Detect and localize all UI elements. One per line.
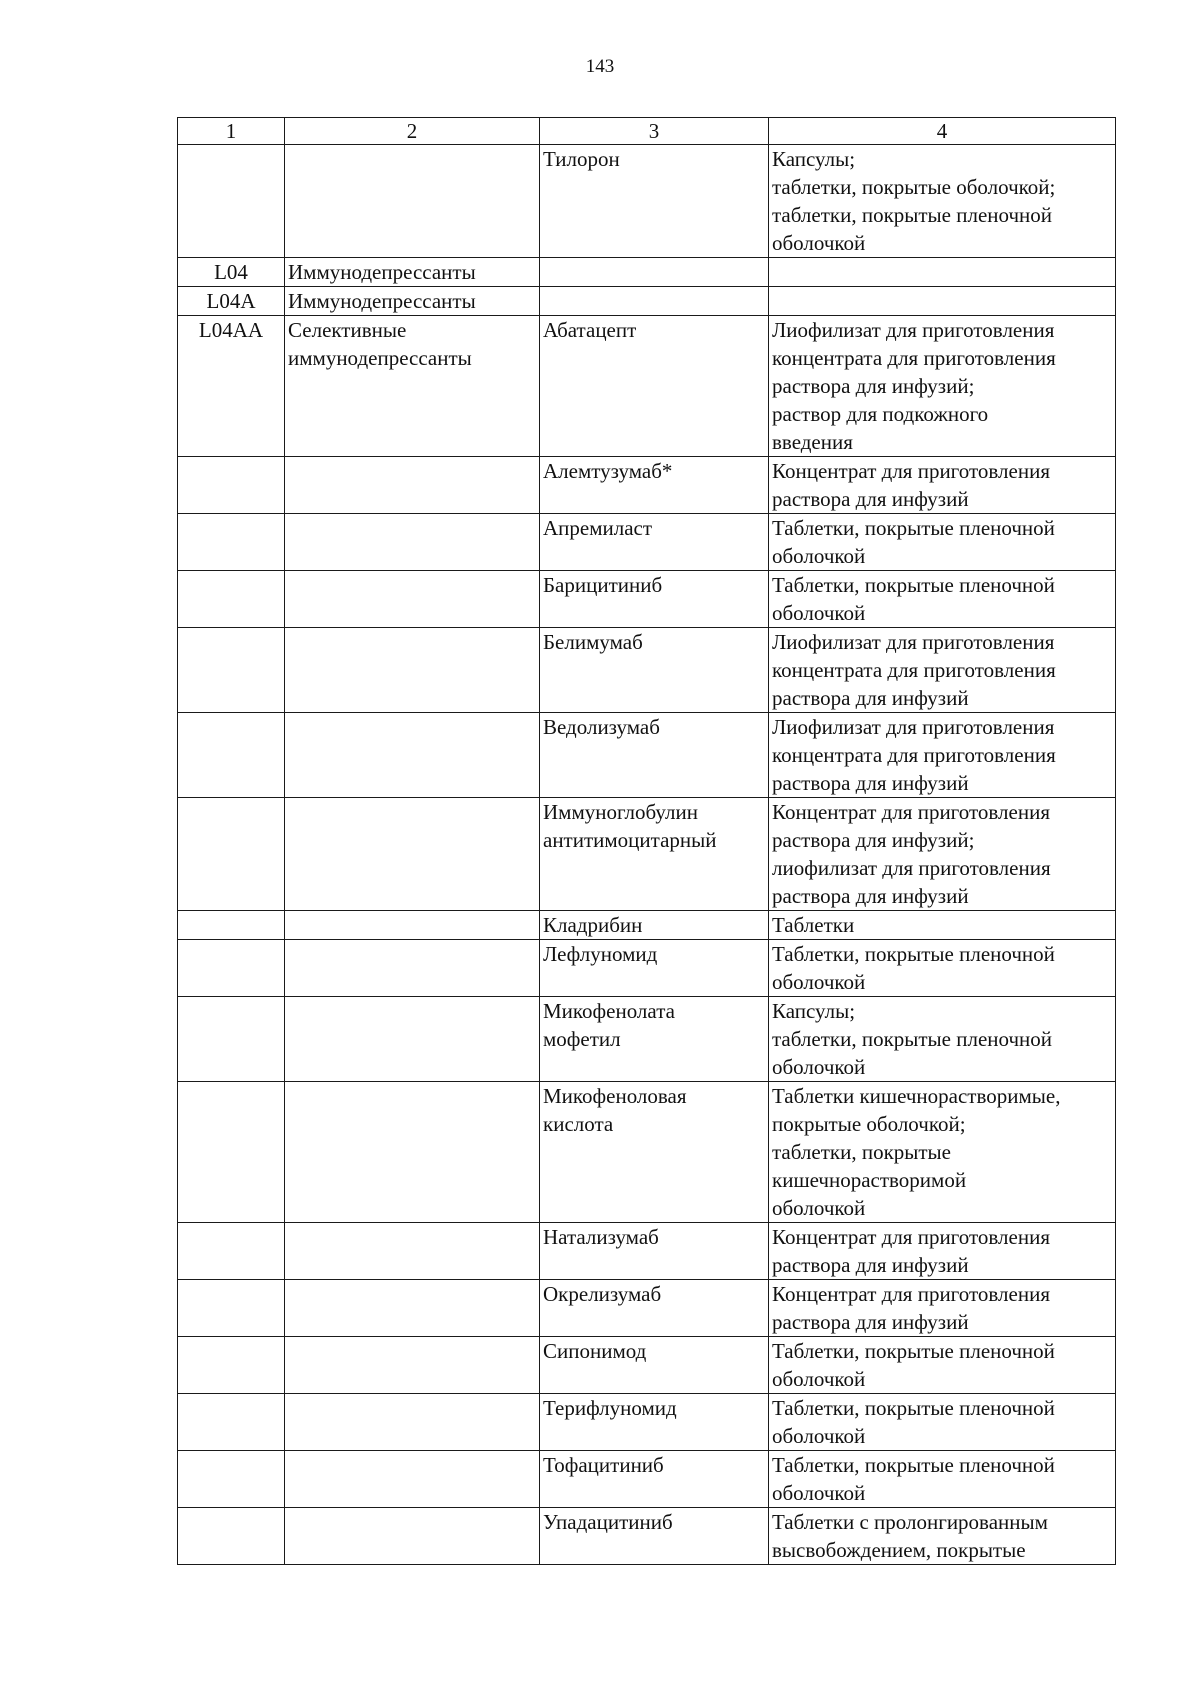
table-row [178, 997, 1116, 1082]
drug-name-cell [540, 258, 769, 287]
drug-name-cell: Апремиласт [540, 514, 769, 571]
table-row [178, 798, 1116, 911]
drug-name-cell: Микофеноловая кислота [540, 1082, 769, 1223]
dosage-form-cell: Лиофилизат для приготовления концентрата для приготовления раствора для инфузий; раствор для подкожного введения [769, 316, 1116, 457]
table-row [178, 1223, 1116, 1280]
table-row [178, 1451, 1116, 1508]
group-name-cell [285, 514, 540, 571]
atc-code-cell [178, 1223, 285, 1280]
dosage-form-cell: Таблетки с пролонгированным высвобождением, покрытые [769, 1508, 1116, 1565]
group-name-cell [285, 997, 540, 1082]
table-row [178, 1280, 1116, 1337]
atc-code-cell [178, 713, 285, 798]
dosage-form-cell: Таблетки, покрытые пленочной оболочкой [769, 940, 1116, 997]
header-col-1: 1 [178, 118, 285, 145]
drug-name-cell: Натализумаб [540, 1223, 769, 1280]
atc-code-cell [178, 911, 285, 940]
group-name-cell [285, 798, 540, 911]
group-name-cell [285, 713, 540, 798]
group-name-cell [285, 457, 540, 514]
group-name-cell [285, 1223, 540, 1280]
drug-table [177, 117, 1116, 1565]
table-row [178, 940, 1116, 997]
table-row [178, 258, 1116, 287]
drug-name-cell: Иммуноглобулин антитимоцитарный [540, 798, 769, 911]
atc-code-cell [178, 571, 285, 628]
drug-name-cell: Сипонимод [540, 1337, 769, 1394]
header-col-2: 2 [285, 118, 540, 145]
table-row [178, 316, 1116, 457]
drug-name-cell: Абатацепт [540, 316, 769, 457]
dosage-form-cell [769, 258, 1116, 287]
group-name-cell [285, 1451, 540, 1508]
dosage-form-cell: Таблетки, покрытые пленочной оболочкой [769, 1451, 1116, 1508]
table-row [178, 1508, 1116, 1565]
atc-code-cell [178, 628, 285, 713]
drug-name-cell: Тилорон [540, 145, 769, 258]
drug-name-cell: Микофенолата мофетил [540, 997, 769, 1082]
table-row [178, 145, 1116, 258]
atc-code-cell [178, 1394, 285, 1451]
dosage-form-cell: Капсулы; таблетки, покрытые оболочкой; таблетки, покрытые пленочной оболочкой [769, 145, 1116, 258]
table-row [178, 514, 1116, 571]
table-row [178, 1082, 1116, 1223]
table-row [178, 1394, 1116, 1451]
group-name-cell [285, 1280, 540, 1337]
dosage-form-cell: Лиофилизат для приготовления концентрата для приготовления раствора для инфузий [769, 628, 1116, 713]
table-row [178, 457, 1116, 514]
atc-code-cell: L04AA [178, 316, 285, 457]
dosage-form-cell: Лиофилизат для приготовления концентрата для приготовления раствора для инфузий [769, 713, 1116, 798]
drug-name-cell: Белимумаб [540, 628, 769, 713]
group-name-cell [285, 1337, 540, 1394]
dosage-form-cell: Таблетки, покрытые пленочной оболочкой [769, 1337, 1116, 1394]
drug-name-cell: Лефлуномид [540, 940, 769, 997]
drug-name-cell: Упадацитиниб [540, 1508, 769, 1565]
dosage-form-cell: Концентрат для приготовления раствора для инфузий [769, 1223, 1116, 1280]
drug-name-cell: Кладрибин [540, 911, 769, 940]
header-col-3: 3 [540, 118, 769, 145]
header-col-4: 4 [769, 118, 1116, 145]
group-name-cell: Селективные иммунодепрессанты [285, 316, 540, 457]
atc-code-cell [178, 1280, 285, 1337]
dosage-form-cell: Концентрат для приготовления раствора для инфузий [769, 1280, 1116, 1337]
dosage-form-cell: Концентрат для приготовления раствора для инфузий; лиофилизат для приготовления раствора для инфузий [769, 798, 1116, 911]
page-number: 143 [585, 56, 615, 77]
table-row [178, 911, 1116, 940]
atc-code-cell [178, 1451, 285, 1508]
dosage-form-cell: Таблетки [769, 911, 1116, 940]
atc-code-cell: L04A [178, 287, 285, 316]
table-row [178, 713, 1116, 798]
atc-code-cell [178, 514, 285, 571]
group-name-cell [285, 940, 540, 997]
dosage-form-cell: Концентрат для приготовления раствора для инфузий [769, 457, 1116, 514]
atc-code-cell [178, 1337, 285, 1394]
group-name-cell: Иммунодепрессанты [285, 258, 540, 287]
group-name-cell: Иммунодепрессанты [285, 287, 540, 316]
group-name-cell [285, 1394, 540, 1451]
table-row [178, 628, 1116, 713]
group-name-cell [285, 571, 540, 628]
dosage-form-cell [769, 287, 1116, 316]
group-name-cell [285, 1082, 540, 1223]
group-name-cell [285, 911, 540, 940]
atc-code-cell: L04 [178, 258, 285, 287]
drug-name-cell: Барицитиниб [540, 571, 769, 628]
table-row [178, 1337, 1116, 1394]
atc-code-cell [178, 145, 285, 258]
drug-name-cell: Тофацитиниб [540, 1451, 769, 1508]
dosage-form-cell: Таблетки, покрытые пленочной оболочкой [769, 514, 1116, 571]
atc-code-cell [178, 798, 285, 911]
atc-code-cell [178, 1508, 285, 1565]
table-row [178, 571, 1116, 628]
drug-name-cell [540, 287, 769, 316]
table-row [178, 287, 1116, 316]
drug-name-cell: Алемтузумаб* [540, 457, 769, 514]
atc-code-cell [178, 1082, 285, 1223]
group-name-cell [285, 145, 540, 258]
group-name-cell [285, 1508, 540, 1565]
dosage-form-cell: Таблетки, покрытые пленочной оболочкой [769, 1394, 1116, 1451]
drug-name-cell: Ведолизумаб [540, 713, 769, 798]
dosage-form-cell: Таблетки кишечнорастворимые, покрытые оболочкой; таблетки, покрытые кишечнорастворимой оболочкой [769, 1082, 1116, 1223]
atc-code-cell [178, 940, 285, 997]
atc-code-cell [178, 997, 285, 1082]
atc-code-cell [178, 457, 285, 514]
dosage-form-cell: Капсулы; таблетки, покрытые пленочной оболочкой [769, 997, 1116, 1082]
dosage-form-cell: Таблетки, покрытые пленочной оболочкой [769, 571, 1116, 628]
group-name-cell [285, 628, 540, 713]
drug-name-cell: Терифлуномид [540, 1394, 769, 1451]
drug-name-cell: Окрелизумаб [540, 1280, 769, 1337]
table-header-row [178, 118, 1116, 145]
